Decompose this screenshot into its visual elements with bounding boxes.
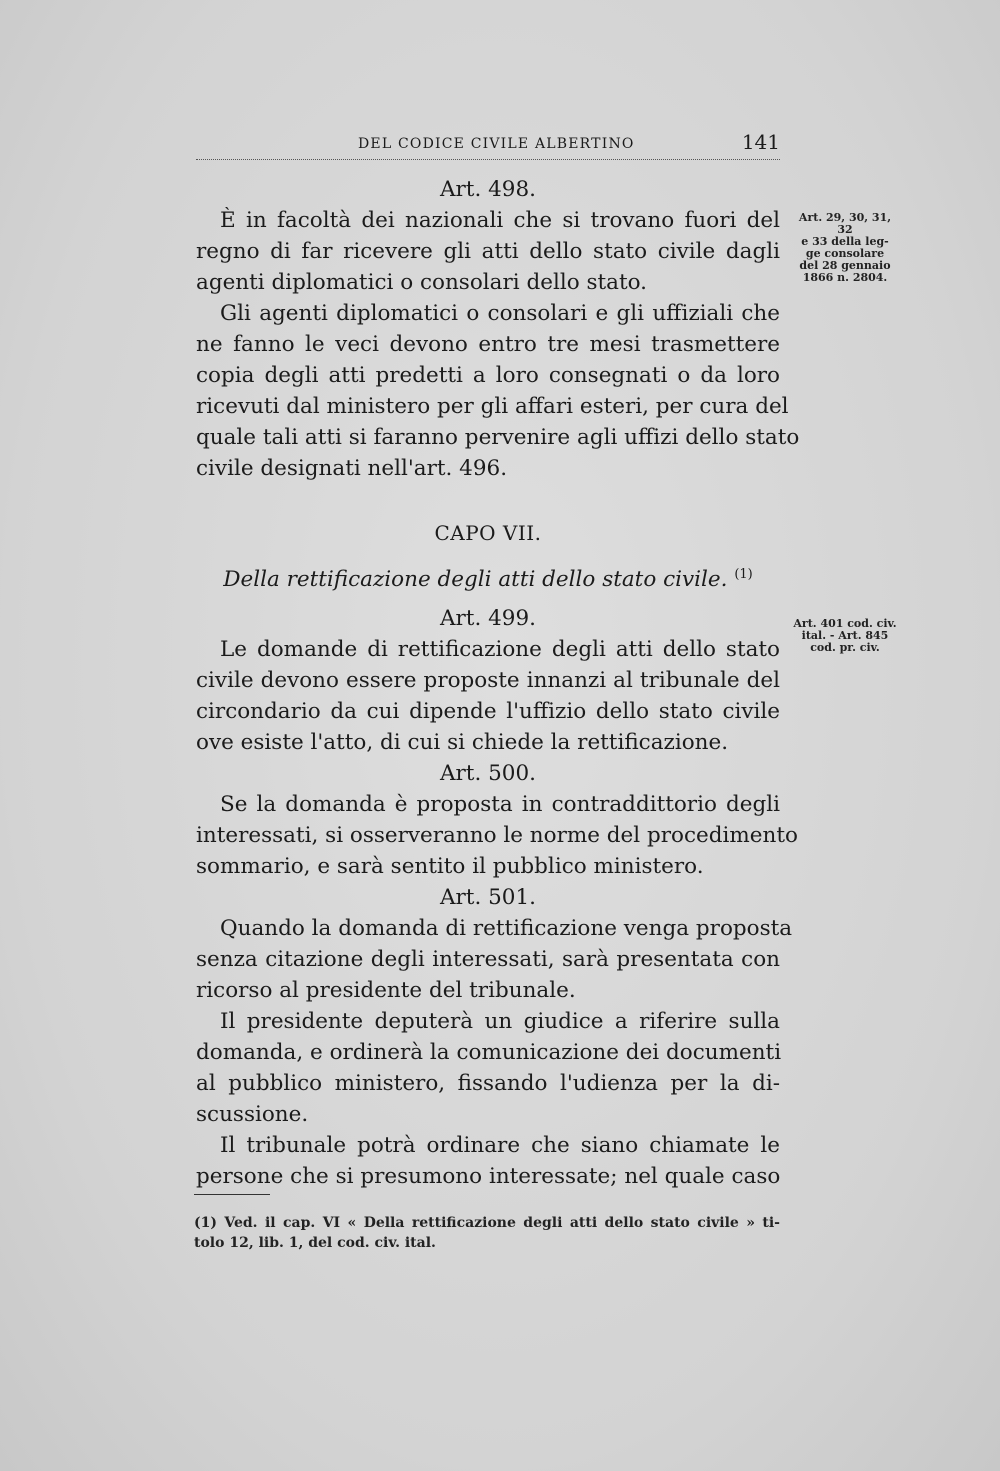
text-line: scussione. <box>196 1102 309 1128</box>
article-498-paragraph-1 <box>196 205 780 298</box>
text-line: È in facoltà dei nazionali che si trovano fuori del <box>220 208 780 233</box>
text-line: civile devono essere proposte innanzi al tribunale del <box>196 668 780 694</box>
margin-note-article-498 <box>790 212 900 284</box>
text-line: Le domande di rettificazione degli atti dello stato <box>220 637 780 663</box>
footnote-line: tolo 12, lib. 1, del cod. civ. ital. <box>194 1235 436 1251</box>
text-line: domanda, e ordinerà la comunicazione dei documenti <box>196 1040 782 1066</box>
article-501-paragraph-1 <box>196 913 793 1006</box>
margin-note-line: Art. 29, 30, 31, 32 <box>798 211 892 236</box>
text-line: quale tali atti si faranno pervenire agli uffizi dello stato <box>196 425 800 450</box>
footnote-line: (1) Ved. il cap. VI « Della rettificazione degli atti dello stato civile » ti- <box>194 1215 780 1231</box>
article-500-paragraph-1 <box>196 789 798 882</box>
text-line: ricevuti dal ministero per gli affari esteri, per cura del <box>196 394 789 419</box>
text-line: civile designati nell'art. 496. <box>196 456 508 481</box>
text-line: copia degli atti predetti a loro consegnati o da loro <box>196 363 780 388</box>
margin-note-line: ital. - Art. 845 <box>801 629 889 642</box>
article-499-title: Art. 499. <box>440 606 536 632</box>
article-501-paragraph-3 <box>196 1130 780 1192</box>
article-500-title: Art. 500. <box>440 761 536 787</box>
margin-note-line: e 33 della leg- <box>801 235 889 248</box>
text-line: Gli agenti diplomatici o consolari e gli uffiziali che <box>220 301 780 326</box>
text-line: agenti diplomatici o consolari dello stato. <box>196 270 648 295</box>
text-line: ne fanno le veci devono entro tre mesi trasmettere <box>196 332 780 357</box>
running-head: DEL CODICE CIVILE ALBERTINO <box>358 136 635 152</box>
footnote-reference[interactable]: (1) <box>734 567 753 582</box>
text-line: sommario, e sarà sentito il pubblico ministero. <box>196 854 704 880</box>
text-line: circondario da cui dipende l'uffizio dello stato civile <box>196 699 780 725</box>
article-501-title: Art. 501. <box>440 885 536 911</box>
text-line: Se la domanda è proposta in contraddittorio degli <box>220 792 780 818</box>
margin-note-article-499 <box>790 618 900 654</box>
text-line: ove esiste l'atto, di cui si chiede la rettificazione. <box>196 730 729 756</box>
article-498-title: Art. 498. <box>440 177 536 202</box>
page-header <box>196 130 780 160</box>
chapter-title-text: Della rettificazione degli atti dello stato civile. <box>223 567 728 593</box>
text-line: Quando la domanda di rettificazione venga proposta <box>220 916 793 942</box>
text-line: regno di far ricevere gli atti dello stato civile dagli <box>196 239 780 264</box>
text-line: senza citazione degli interessati, sarà presentata con <box>196 947 780 973</box>
margin-note-line: cod. pr. civ. <box>810 641 880 654</box>
footnote <box>194 1213 780 1253</box>
text-line: persone che si presumono interessate; nel quale caso <box>196 1164 781 1190</box>
margin-note-line: del 28 gennaio <box>799 259 891 272</box>
text-line: al pubblico ministero, fissando l'udienza per la di- <box>196 1071 780 1097</box>
article-499-paragraph-1 <box>196 634 780 758</box>
margin-note-line: ge consolare <box>805 247 885 260</box>
text-line: Il tribunale potrà ordinare che siano chiamate le <box>220 1133 780 1159</box>
margin-note-line: 1866 n. 2804. <box>802 271 888 284</box>
footnote-divider <box>194 1194 270 1195</box>
main-text <box>196 174 800 1192</box>
text-line: ricorso al presidente del tribunale. <box>196 978 576 1004</box>
margin-note-line: Art. 401 cod. civ. <box>793 617 897 630</box>
article-498-paragraph-2 <box>196 298 800 484</box>
text-line: interessati, si osserveranno le norme del procedimento <box>196 823 798 849</box>
article-501-paragraph-2 <box>196 1006 780 1130</box>
page-number: 141 <box>741 130 780 154</box>
text-line: Il presidente deputerà un giudice a riferire sulla <box>220 1009 780 1035</box>
chapter-heading: CAPO VII. <box>434 521 542 545</box>
chapter-title <box>196 559 780 595</box>
